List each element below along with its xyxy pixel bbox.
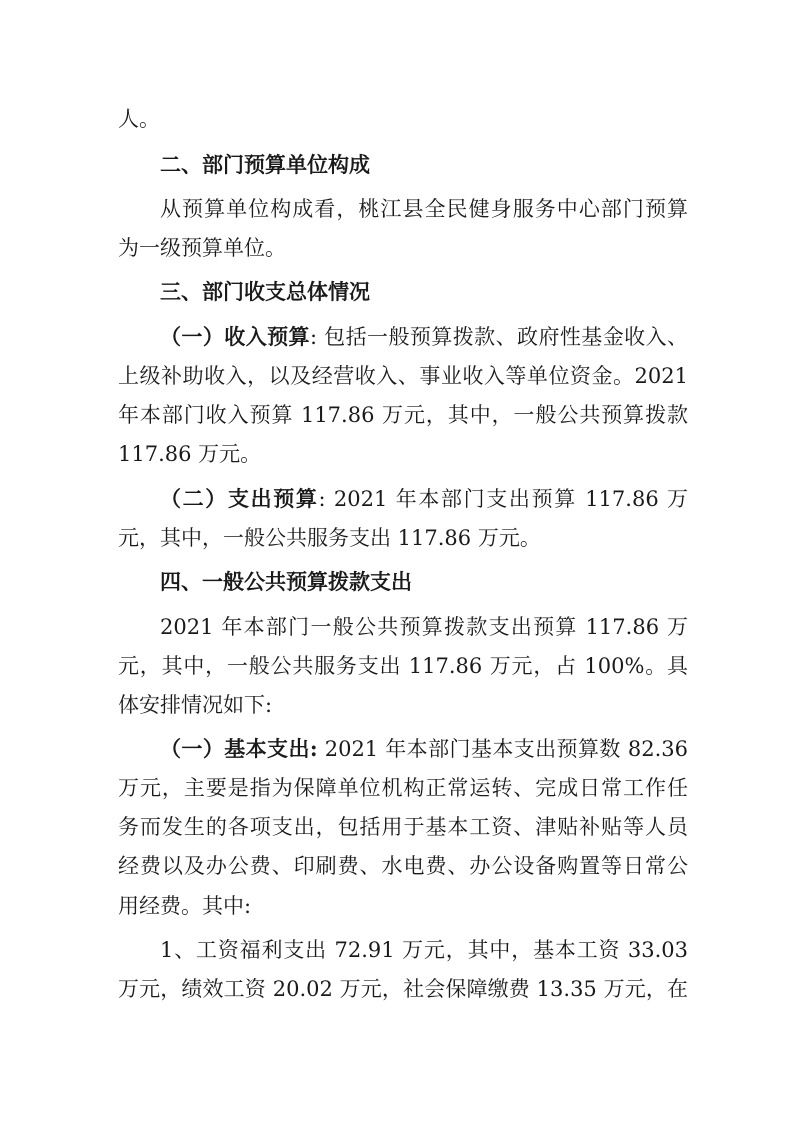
paragraph-basic-expense: [160, 736, 688, 762]
text-line-20: 用经费。其中:: [118, 894, 252, 918]
subheading-expense-budget: （二）支出预算: [160, 486, 319, 511]
subheading-basic-expense: （一）基本支出:: [160, 736, 318, 761]
subheading-income-budget: （一）收入预算: [160, 324, 310, 349]
text-line-11: 元，其中，一般公共服务支出 117.86 万元。: [118, 526, 541, 550]
text-line-18: 务而发生的各项支出，包括用于基本工资、津贴补贴等人员: [118, 815, 688, 839]
text-line-22: 万元，绩效工资 20.02 万元，社会保障缴费 13.35 万元，在: [118, 977, 688, 1001]
text-line-7: 上级补助收入，以及经营收入、事业收入等单位资金。2021: [118, 364, 688, 388]
text-run: : 2021 年本部门支出预算 117.86 万: [318, 487, 688, 511]
paragraph-income-budget: [160, 324, 688, 350]
text-line-13: 2021 年本部门一般公共预算拨款支出预算 117.86 万: [160, 615, 688, 639]
paragraph-expense-budget: [160, 486, 688, 512]
section-heading-2: 二、部门预算单位构成: [160, 152, 370, 177]
text-line-8: 年本部门收入预算 117.86 万元，其中，一般公共预算拨款: [118, 403, 688, 427]
text-line-1: 人。: [118, 107, 160, 131]
text-line-14: 元，其中，一般公共服务支出 117.86 万元，占 100%。具: [118, 654, 688, 678]
text-line-17: 万元，主要是指为保障单位机构正常运转、完成日常工作任: [118, 776, 688, 800]
text-line-3: 从预算单位构成看，桃江县全民健身服务中心部门预算: [160, 197, 688, 221]
text-line-21: 1、工资福利支出 72.91 万元，其中，基本工资 33.03: [160, 938, 688, 962]
text-run: : 包括一般预算拨款、政府性基金收入、: [310, 325, 689, 349]
section-heading-4: 四、一般公共预算拨款支出: [160, 569, 412, 594]
text-line-4: 为一级预算单位。: [118, 236, 286, 260]
section-heading-3: 三、部门收支总体情况: [160, 279, 370, 304]
text-run: 2021 年本部门基本支出预算数 82.36: [317, 737, 688, 761]
text-line-9: 117.86 万元。: [118, 442, 262, 466]
text-line-19: 经费以及办公费、印刷费、水电费、办公设备购置等日常公: [118, 854, 688, 878]
text-line-15: 体安排情况如下:: [118, 693, 273, 717]
